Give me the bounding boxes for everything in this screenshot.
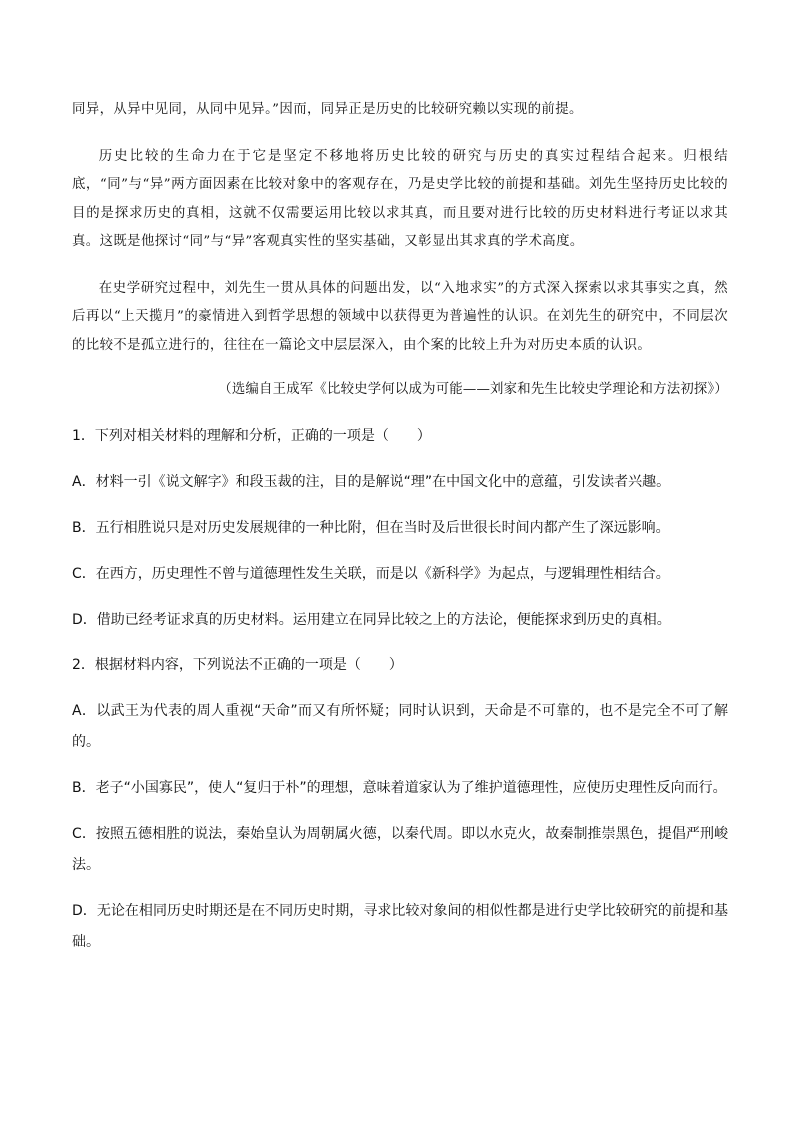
question-2-stem: 2．根据材料内容，下列说法不正确的一项是（ ） [72,657,403,673]
question-2-option-d: D．无论在相同历史时期还是在不同历史时期，寻求比较对象间的相似性都是进行史学比较研究的前提和基础。 [72,903,728,950]
question-1-option-d: D．借助已经考证求真的历史材料。运用建立在同异比较之上的方法论，便能探求到历史的真相。 [72,612,671,628]
question-1-option-b: B．五行相胜说只是对历史发展规律的一种比附，但在当时及后世很长时间内都产生了深远影响。 [72,520,670,536]
question-1-stem: 1．下列对相关材料的理解和分析，正确的一项是（ ） [72,428,431,444]
passage-paragraph-2: 历史比较的生命力在于它是坚定不移地将历史比较的研究与历史的真实过程结合起来。归根结底，“同”与“异”两方面因素在比较对象中的客观存在，乃是史学比较的前提和基础。刘先生坚持历史比较的目的是探求历史的真相，这就不仅需要运用比较以求其真，而且要对进行比较的历史材料进行考证以求其真。这既是他探讨“同”与“异”客观真实性的坚实基础，又彰显出其求真的学术高度。 [72,148,728,249]
passage-paragraph-1: 同异，从异中见同，从同中见异。”因而，同异正是历史的比较研究赖以实现的前提。 [72,102,583,117]
source-citation: （选编自王成军《比较史学何以成为可能——刘家和先生比较史学理论和方法初探》） [218,382,728,397]
passage-paragraph-3: 在史学研究过程中，刘先生一贯从具体的问题出发，以“入地求实”的方式深入探索以求其事实之真，然后再以“上天揽月”的豪情进入到哲学思想的领域中以获得更为普遍性的认识。在刘先生的研究中，不同层次的比较不是孤立进行的，往往在一篇论文中层层深入，由个案的比较上升为对历史本质的认识。 [72,280,728,353]
question-2-option-c: C．按照五德相胜的说法，秦始皇认为周朝属火德，以秦代周。即以水克火，故秦制推崇黑色，提倡严刑峻法。 [72,826,728,873]
question-2-option-b: B．老子“小国寡民”，使人“复归于朴”的理想，意味着道家认为了维护道德理性，应使历史理性反向而行。 [72,780,727,796]
question-2-option-a: A．以武王为代表的周人重视“天命”而又有所怀疑；同时认识到，天命是不可靠的，也不是完全不可了解的。 [72,703,728,750]
document-page [72,96,728,973]
question-1-option-c: C．在西方，历史理性不曾与道德理性发生关联，而是以《新科学》为起点，与逻辑理性相结合。 [72,566,670,582]
question-1-option-a: A．材料一引《说文解字》和段玉裁的注，目的是解说“理”在中国文化中的意蕴，引发读者兴趣。 [72,474,671,490]
